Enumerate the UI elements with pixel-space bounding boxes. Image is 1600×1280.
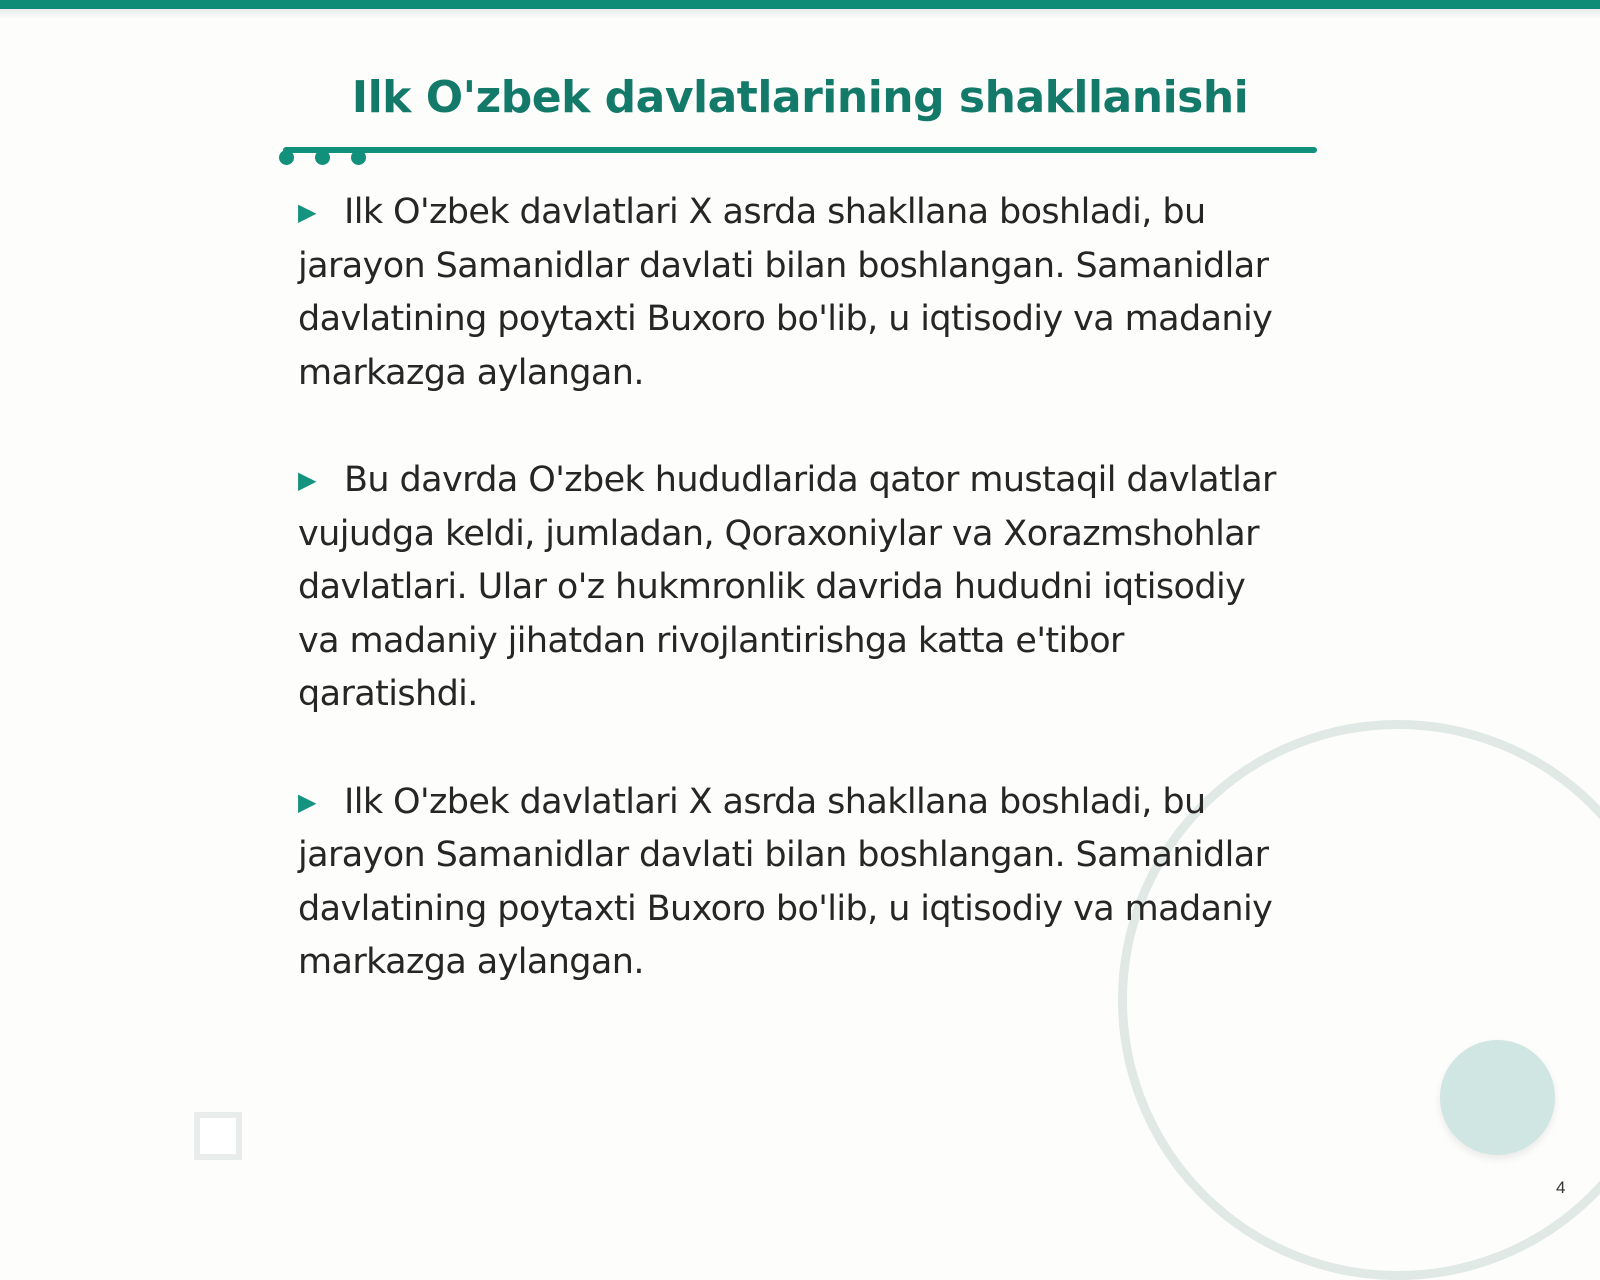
bullet-paragraph bbox=[298, 776, 1278, 990]
decorative-square bbox=[194, 1112, 242, 1160]
slide-body bbox=[298, 186, 1278, 1044]
bullet-paragraph bbox=[298, 454, 1278, 722]
triangle-bullet-icon: ▶ bbox=[298, 198, 316, 226]
underline-dot bbox=[351, 150, 366, 165]
triangle-bullet-icon: ▶ bbox=[298, 787, 316, 816]
paragraph-text: Ilk O'zbek davlatlari X asrda shakllana boshladi, bu jarayon Samanidlar davlati bilan boshlangan. Samanidlar davlatining poytaxti Buxoro bo'lib, u iqtisodiy va madaniy markazga aylangan. bbox=[298, 192, 1273, 393]
underline-dot bbox=[315, 150, 330, 165]
triangle-bullet-icon: ▶ bbox=[298, 466, 316, 494]
slide-title: Ilk O'zbek davlatlarining shakllanishi bbox=[351, 72, 1249, 123]
top-accent-bar bbox=[0, 0, 1600, 9]
paragraph-text: Bu davrda O'zbek hududlarida qator mustaqil davlatlar vujudga keldi, jumladan, Qoraxoniylar va Xorazmshohlar davlatlari. Ular o'z hukmronlik davrida hududni iqtisodiy va madaniy jihatdan rivojlantirishga katta e'tibor qaratishdi. bbox=[298, 460, 1276, 714]
title-underline bbox=[283, 147, 1317, 153]
top-bar-shadow bbox=[0, 9, 1600, 19]
paragraph-text: Ilk O'zbek davlatlari X asrda shakllana boshladi, bu jarayon Samanidlar davlati bilan boshlangan. Samanidlar davlatining poytaxti Buxoro bo'lib, u iqtisodiy va madaniy markazga aylangan. bbox=[298, 781, 1273, 982]
bullet-paragraph bbox=[298, 186, 1278, 400]
decorative-disc bbox=[1440, 1040, 1555, 1155]
page-number: 4 bbox=[1556, 1178, 1566, 1197]
underline-dot bbox=[279, 150, 294, 165]
